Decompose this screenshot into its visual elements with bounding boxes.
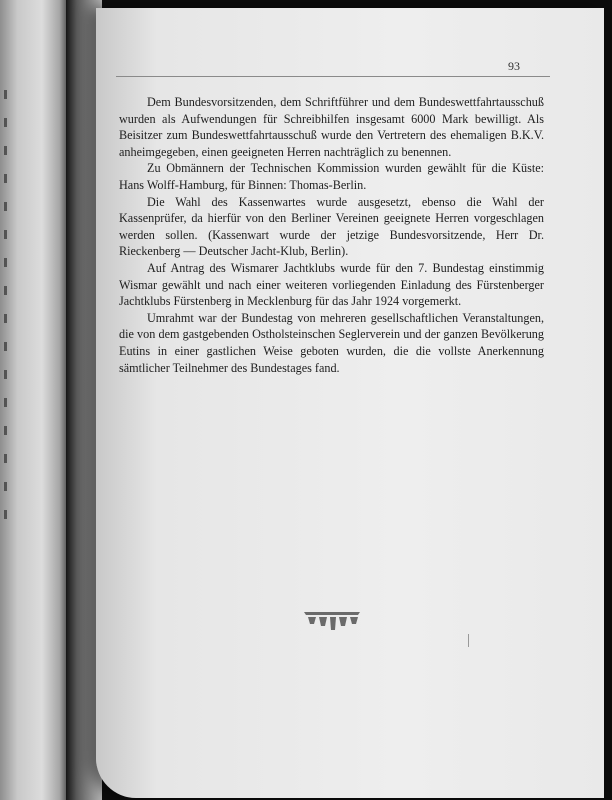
facing-page-edge: [0, 0, 70, 800]
book-page: [96, 8, 604, 798]
page-body: [119, 94, 544, 376]
paragraph: Dem Bundesvorsitzenden, dem Schriftführer und dem Bundeswettfahrtausschuß wurden als Aufwendungen für Schreibhilfen insgesamt 6000 Mark bewilligt. Als Beisitzer zum Bundeswettfahrtausschuß wurde den Vertretern des ehemaligen B.K.V. anheimgegeben, einen geeigneten Herren nachträglich zu benennen.: [119, 95, 544, 159]
page-number: 93: [508, 59, 520, 73]
header-rule: [116, 76, 550, 77]
decorative-fleuron-icon: [296, 608, 368, 634]
margin-mark: [468, 634, 469, 647]
paragraph: Zu Obmännern der Technischen Kommission wurden gewählt für die Küste: Hans Wolff-Hamburg, für Binnen: Thomas-Berlin.: [119, 161, 544, 192]
paragraph: Auf Antrag des Wismarer Jachtklubs wurde für den 7. Bundestag einstimmig Wismar gewählt und nach einer weiteren vorliegenden Einladung des Fürstenberger Jachtklubs Fürstenberg in Mecklenburg für das Jahr 1924 vorgemerkt.: [119, 260, 544, 309]
facing-page-text-fragments: [4, 90, 18, 538]
paragraph: Die Wahl des Kassenwartes wurde ausgesetzt, ebenso die Wahl der Kassenprüfer, da hierfür von den Berliner Vereinen geeignete Herren vorgeschlagen werden sollen. (Kassenwart wurde der jetzige Bundesvorsitzende, Herr Dr. Rieckenberg — Deutscher Jacht-Klub, Berlin).: [119, 194, 544, 259]
paragraph: Umrahmt war der Bundestag von mehreren gesellschaftlichen Veranstaltungen, die von dem gastgebenden Ostholsteinschen Seglerverein und der ganzen Bevölkerung Eutins in einer gastlichen Weise geboten wurden, die die vollste Anerkennung sämtlicher Teilnehmer des Bundestages fand.: [119, 310, 544, 375]
